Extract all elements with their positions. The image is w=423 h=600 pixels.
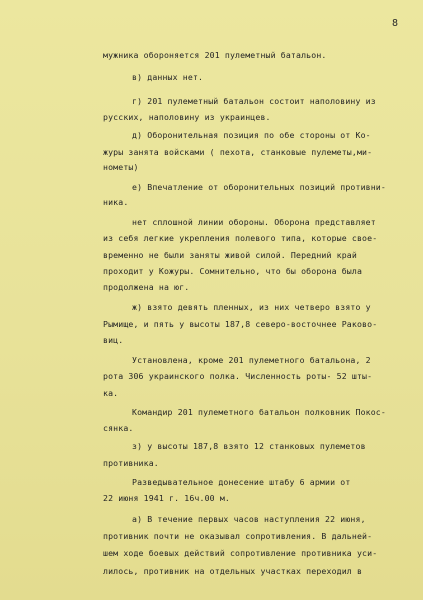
text-line: продолжена на юг. xyxy=(103,282,190,292)
text-line: мужника обороняется 201 пулеметный батальон. xyxy=(103,50,327,60)
text-line: Разведывательное донесение штабу 6 армии от xyxy=(132,477,351,487)
text-line: нометы) xyxy=(103,162,139,172)
text-line: Командир 201 пулеметного батальон полковник Покос- xyxy=(132,407,386,417)
text-line: журы занята войсками ( пехота, станковые пулеметы,ми- xyxy=(103,147,373,157)
text-line: ж) взято девять пленных, из них четверо взято у xyxy=(132,302,371,312)
text-line: г) 201 пулеметный батальон состоит наполовину из xyxy=(132,96,376,106)
text-line: сянка. xyxy=(103,423,134,433)
text-line: з) у высоты 187,8 взято 12 станковых пулеметов xyxy=(132,441,366,451)
text-line: из себя легкие укрепления полевого типа, которые свое- xyxy=(103,233,378,243)
text-line: противника. xyxy=(103,458,159,468)
text-line: ка. xyxy=(103,388,119,398)
text-line: в) данных нет. xyxy=(132,72,204,82)
text-line: ника. xyxy=(103,197,129,207)
text-line: Установлена, кроме 201 пулеметного батальона, 2 xyxy=(132,355,371,365)
text-line: а) В течение первых часов наступления 22 июня, xyxy=(132,514,366,524)
text-line: русских, наполовину из украинцев. xyxy=(103,112,271,122)
text-line: противник почти не оказывал сопротивления. В дальней- xyxy=(103,531,373,541)
text-line: 22 июня 1941 г. 16ч.00 м. xyxy=(103,493,230,503)
text-line: шем ходе боевых действий сопротивление противника уси- xyxy=(103,548,378,558)
text-line: нет сплошной линии обороны. Оборона представляет xyxy=(132,217,376,227)
text-line: д) Оборонительная позиция по обе стороны от Ко- xyxy=(132,130,371,140)
text-line: рота 306 украинского полка. Численность роты- 52 шты- xyxy=(103,371,373,381)
text-line: виц. xyxy=(103,335,124,345)
text-line: временно не были заняты живой силой. Передний край xyxy=(103,250,357,260)
text-line: Рымище, и пять у высоты 187,8 северо-восточнее Раково- xyxy=(103,319,378,329)
text-line: е) Впечатление от оборонительных позиций противни- xyxy=(132,182,386,192)
page-number: 8 xyxy=(392,18,399,29)
text-line: проходит у Кожуры. Сомнительно, что бы оборона была xyxy=(103,266,363,276)
text-line: лилось, противник на отдельных участках переходил в xyxy=(103,566,363,576)
